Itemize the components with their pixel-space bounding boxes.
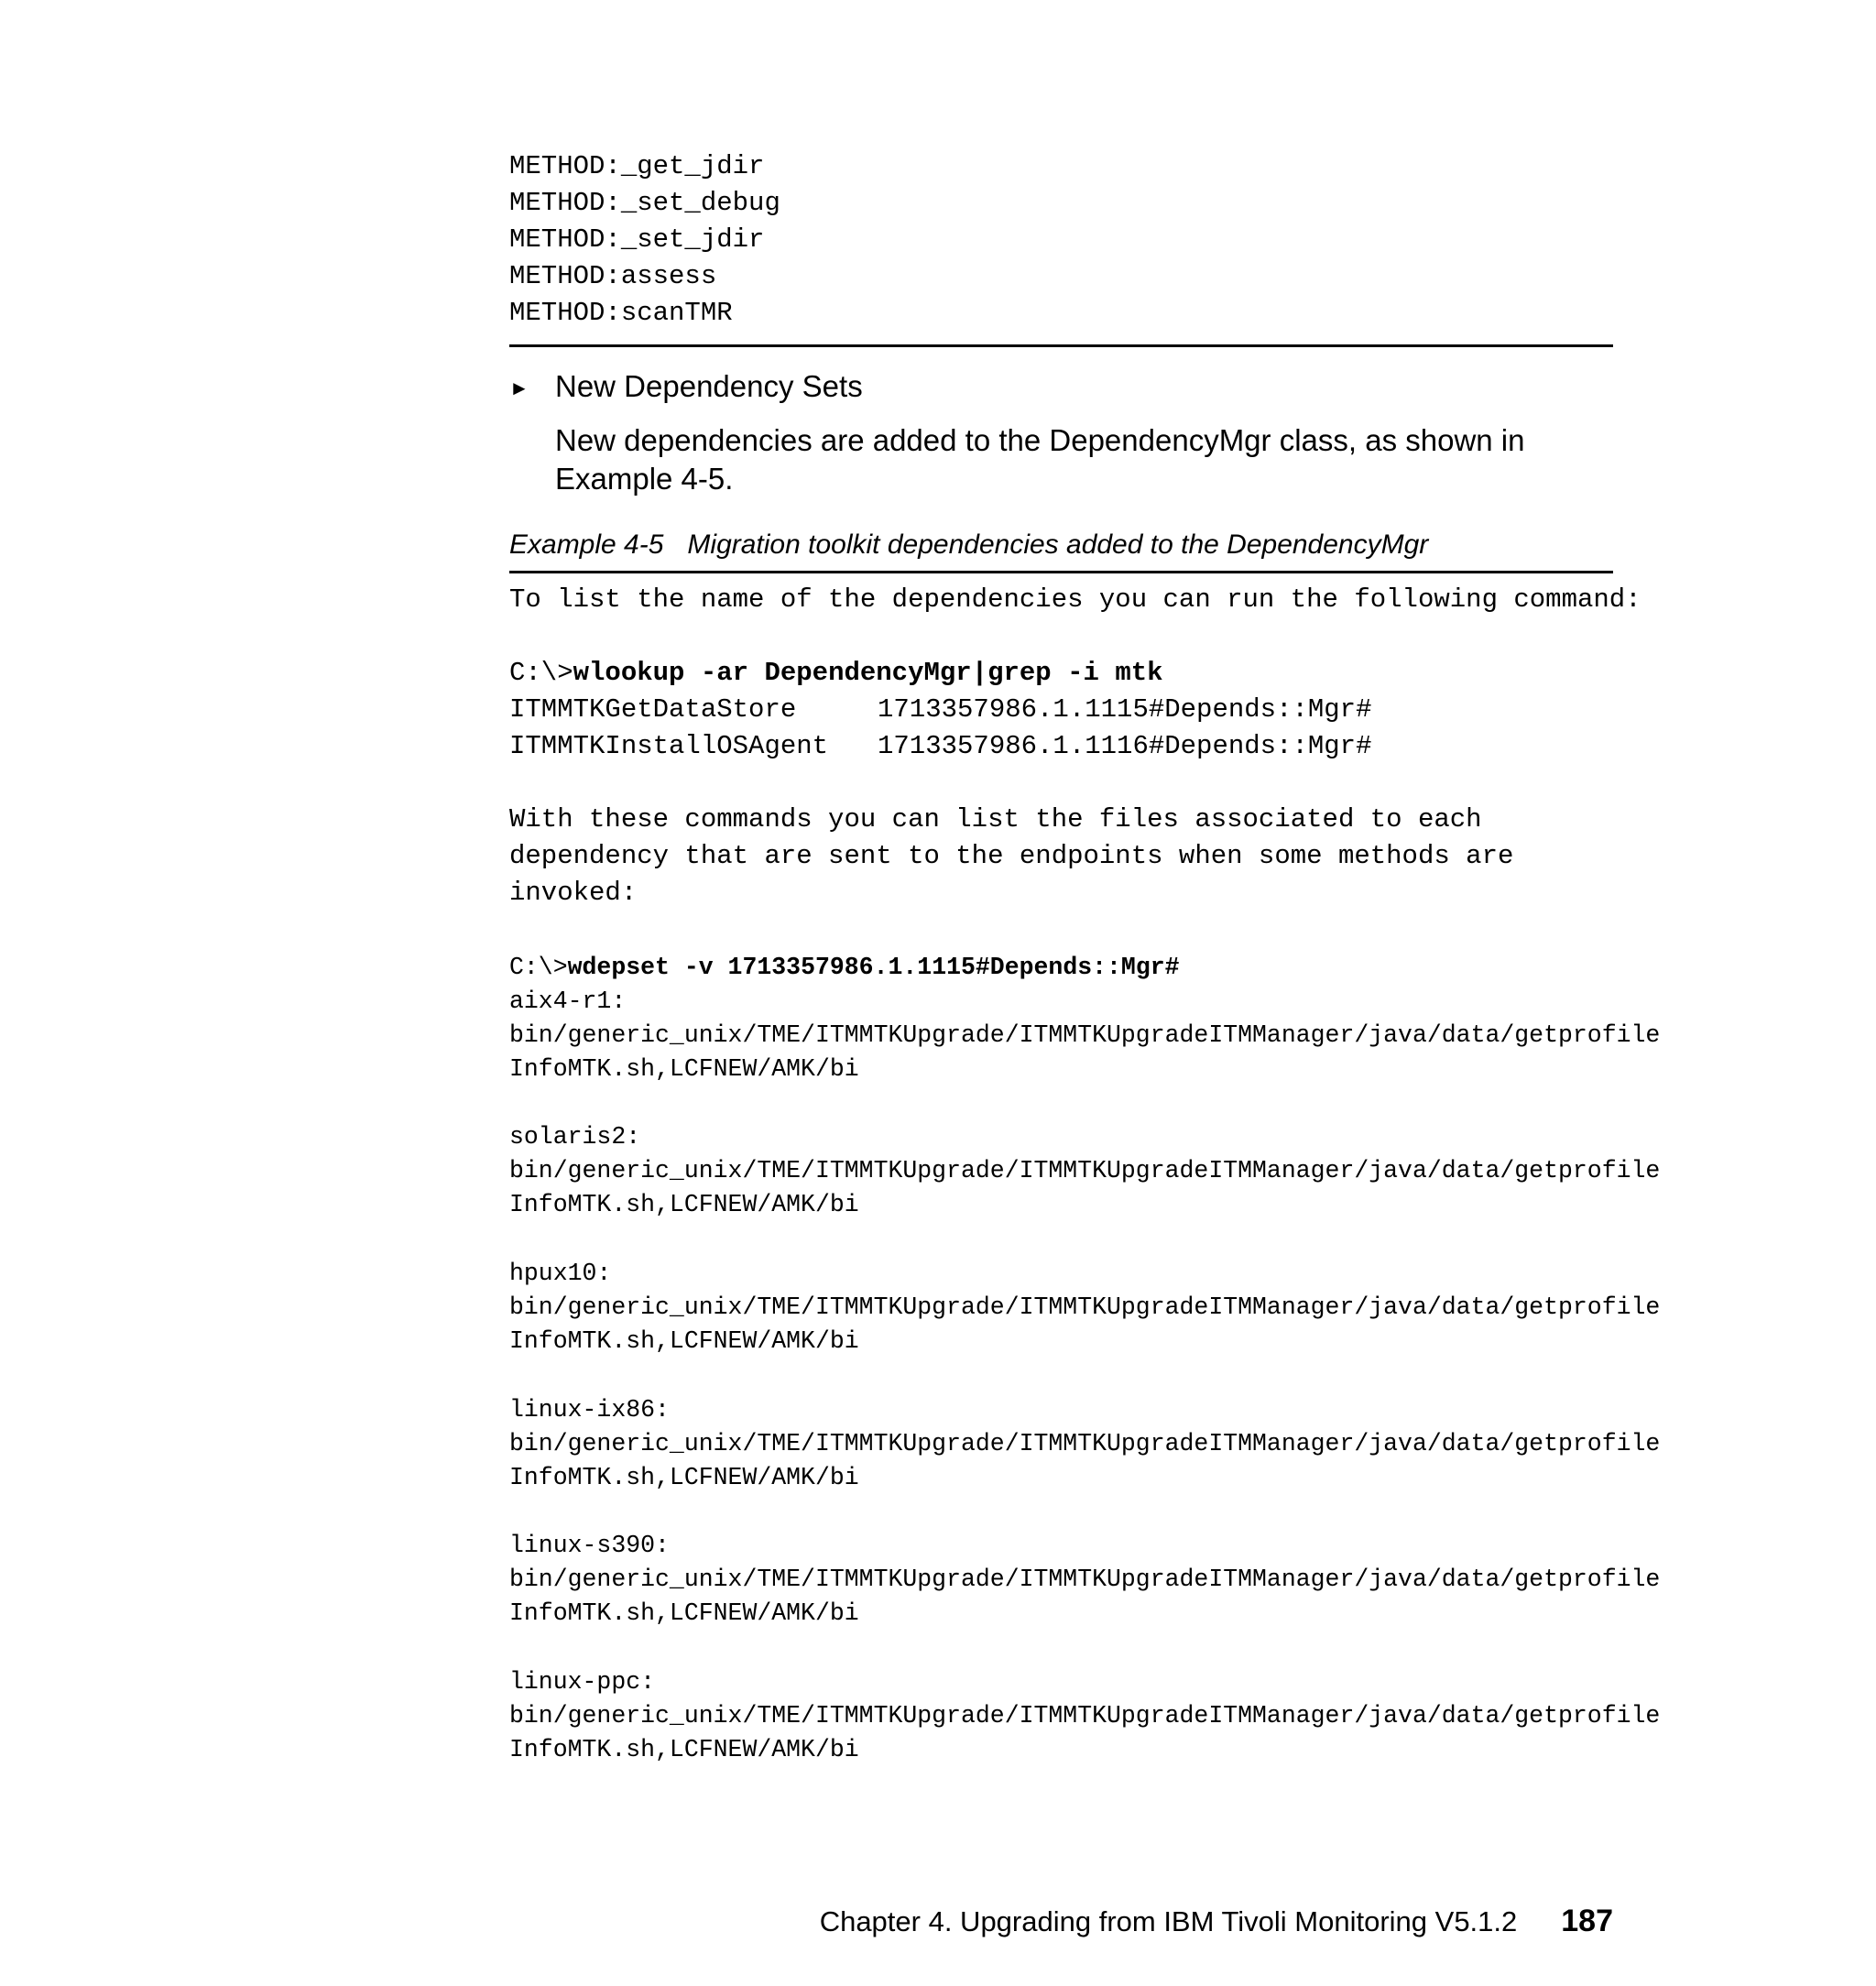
intro-line: To list the name of the dependencies you can run the following command: [509, 584, 1642, 615]
example-number: Example 4-5 [509, 529, 664, 560]
platform-name: linux-ix86: [509, 1396, 670, 1424]
dependency-id: 1713357986.1.1116#Depends::Mgr# [878, 731, 1372, 761]
command-text: wdepset -v 1713357986.1.1115#Depends::Mgr# [567, 954, 1180, 981]
method-line: METHOD:_set_jdir [509, 224, 765, 255]
paragraph-line: invoked: [509, 878, 638, 908]
command-line [509, 951, 1180, 985]
divider [509, 571, 1613, 573]
platform-path: bin/generic_unix/TME/ITMMTKUpgrade/ITMMTKUpgradeITMManager/java/data/getprofile [509, 1566, 1661, 1593]
bullet-marker-icon: ► [509, 376, 529, 399]
command-text: wlookup -ar DependencyMgr|grep -i mtk [573, 658, 1163, 688]
platform-name: aix4-r1: [509, 988, 627, 1015]
method-line: METHOD:assess [509, 261, 717, 291]
platform-path: bin/generic_unix/TME/ITMMTKUpgrade/ITMMTKUpgradeITMManager/java/data/getprofile [509, 1430, 1661, 1457]
platform-path-tail: InfoMTK.sh,LCFNEW/AMK/bi [509, 1736, 859, 1763]
bullet-title: New Dependency Sets [555, 369, 863, 403]
platform-path: bin/generic_unix/TME/ITMMTKUpgrade/ITMMTKUpgradeITMManager/java/data/getprofile [509, 1702, 1661, 1730]
bullet-paragraph: New dependencies are added to the DependencyMgr class, as shown in Example 4-5. [555, 423, 1525, 496]
platform-path: bin/generic_unix/TME/ITMMTKUpgrade/ITMMTKUpgradeITMManager/java/data/getprofile [509, 1157, 1661, 1184]
platform-name: hpux10: [509, 1260, 612, 1287]
platform-name: linux-ppc: [509, 1668, 656, 1696]
command-prompt: C:\> [509, 954, 568, 981]
platform-name: linux-s390: [509, 1532, 670, 1559]
command-prompt: C:\> [509, 658, 573, 688]
platform-path: bin/generic_unix/TME/ITMMTKUpgrade/ITMMTKUpgradeITMManager/java/data/getprofile [509, 1293, 1661, 1321]
dependency-id: 1713357986.1.1115#Depends::Mgr# [878, 694, 1372, 725]
method-line: METHOD:scanTMR [509, 298, 733, 328]
example-caption-text: Migration toolkit dependencies added to the DependencyMgr [687, 529, 1429, 560]
platform-path-tail: InfoMTK.sh,LCFNEW/AMK/bi [509, 1327, 859, 1355]
paragraph-line: dependency that are sent to the endpoints when some methods are [509, 841, 1514, 871]
dependency-name: ITMMTKInstallOSAgent [509, 731, 829, 761]
chapter-title: Chapter 4. Upgrading from IBM Tivoli Monitoring V5.1.2 [819, 1905, 1518, 1937]
dependency-row [509, 692, 1372, 728]
platform-name: solaris2: [509, 1123, 641, 1151]
platform-path: bin/generic_unix/TME/ITMMTKUpgrade/ITMMTKUpgradeITMManager/java/data/getprofile [509, 1021, 1661, 1049]
dependency-row [509, 728, 1372, 765]
method-line: METHOD:_get_jdir [509, 151, 765, 181]
platform-path-tail: InfoMTK.sh,LCFNEW/AMK/bi [509, 1464, 859, 1491]
method-line: METHOD:_set_debug [509, 188, 780, 218]
platform-path-tail: InfoMTK.sh,LCFNEW/AMK/bi [509, 1599, 859, 1627]
example-caption [509, 529, 1428, 561]
divider [509, 344, 1613, 347]
page-footer [0, 1904, 1613, 1939]
page-number: 187 [1561, 1904, 1613, 1938]
platform-path-tail: InfoMTK.sh,LCFNEW/AMK/bi [509, 1191, 859, 1218]
command-line [509, 655, 1163, 692]
dependency-name: ITMMTKGetDataStore [509, 694, 797, 725]
paragraph-line: With these commands you can list the files associated to each [509, 804, 1482, 835]
platform-path-tail: InfoMTK.sh,LCFNEW/AMK/bi [509, 1055, 859, 1083]
